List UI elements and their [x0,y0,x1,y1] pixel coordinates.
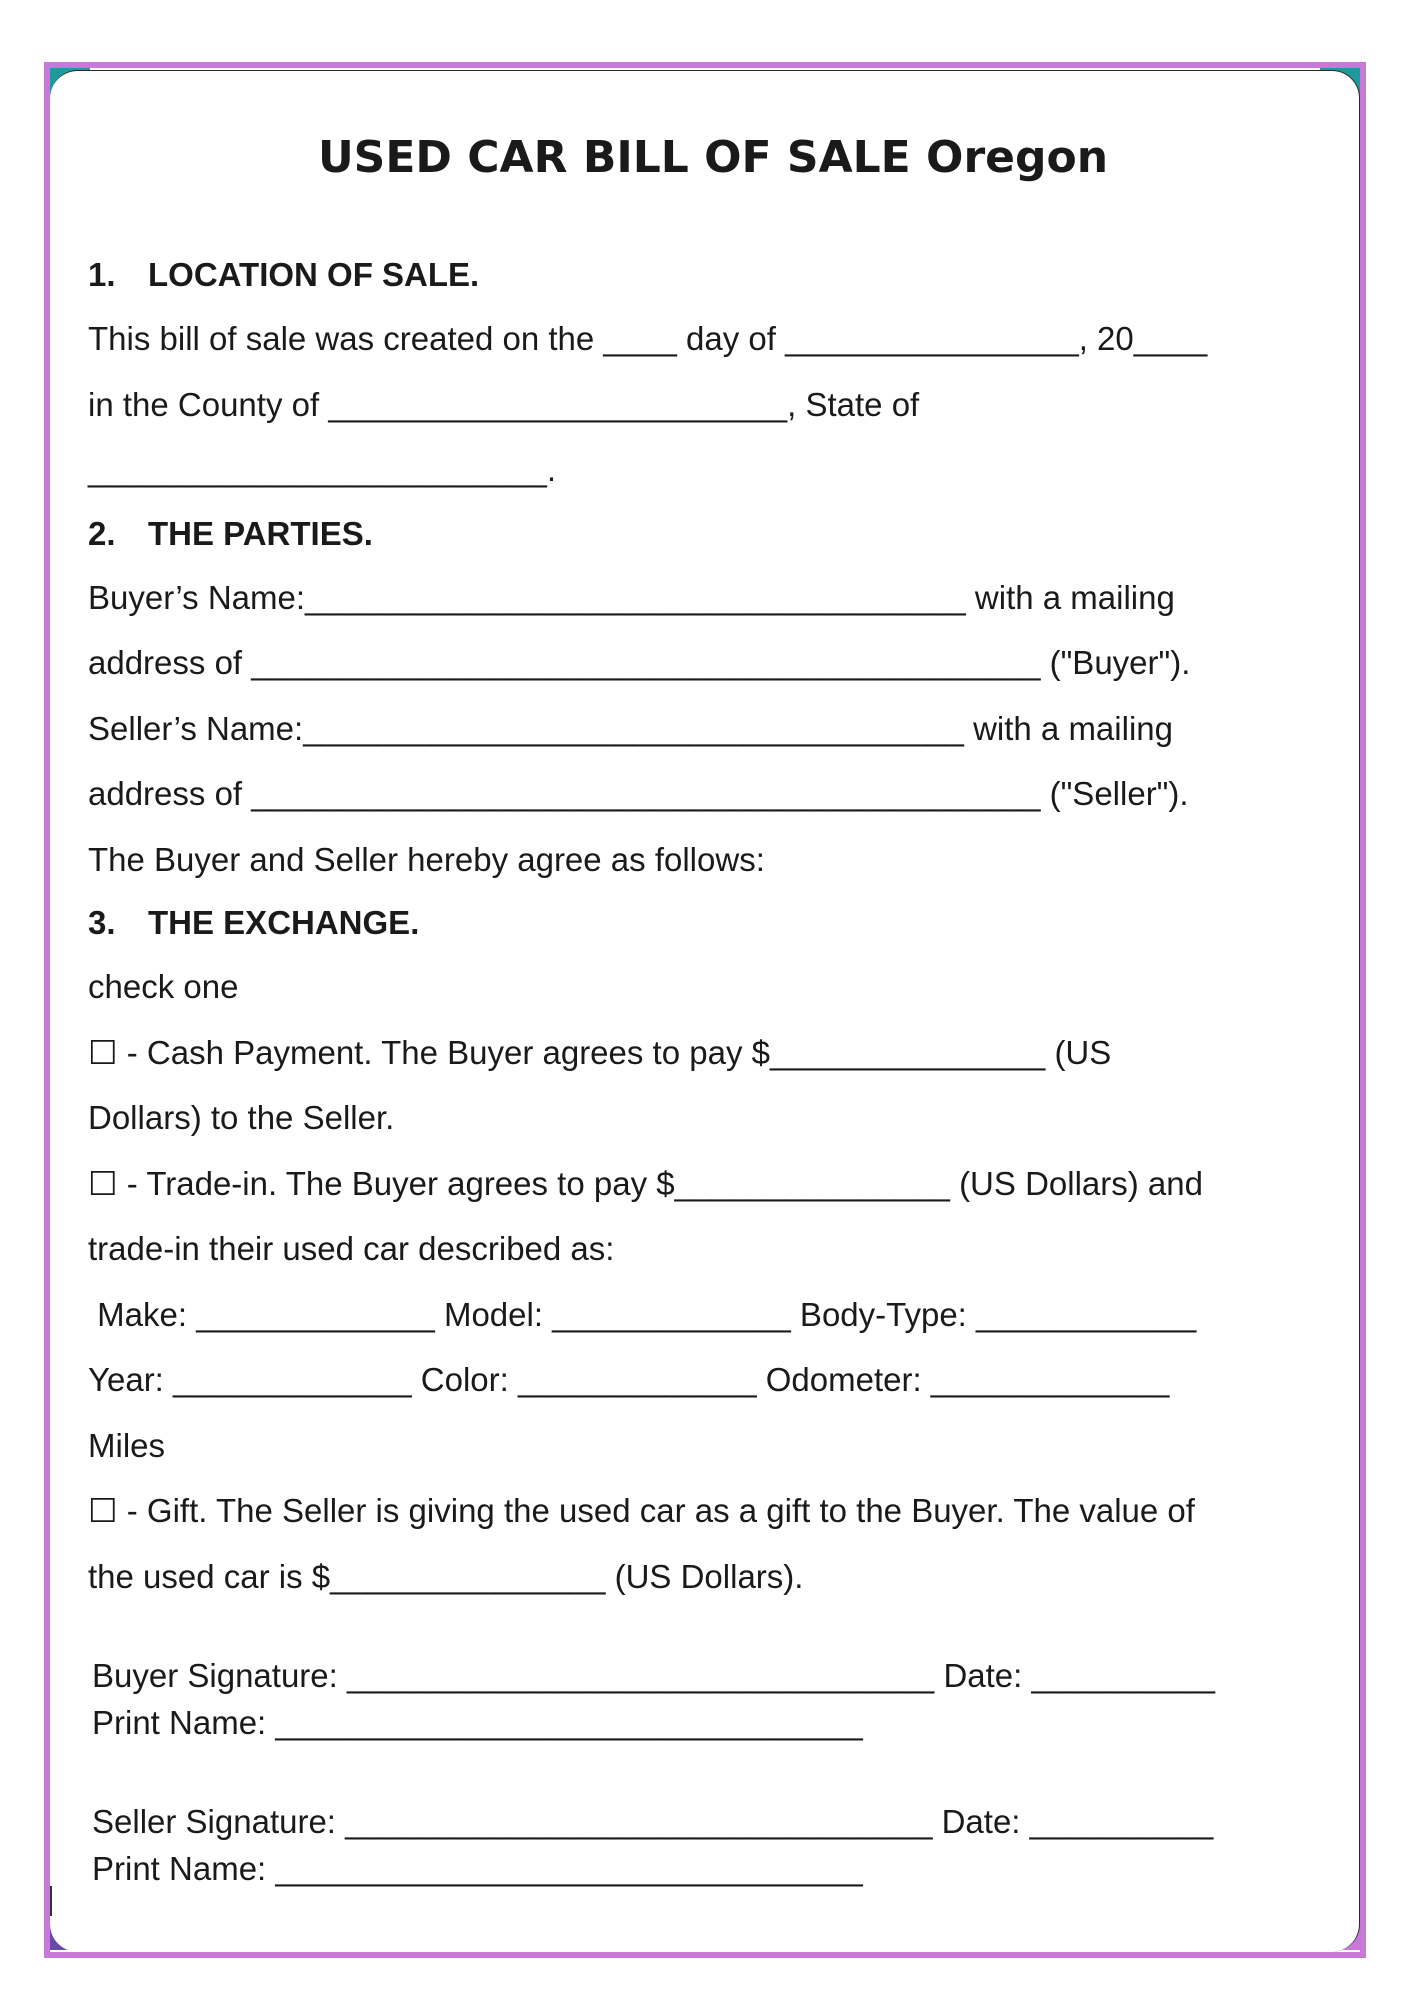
section-the-parties [88,503,1328,893]
heading-text: THE EXCHANGE. [148,904,420,941]
seller-address-line: address of ___________________________________________ ("Seller"). [88,775,1189,812]
buyer-signature-block [92,1652,1332,1746]
buyer-print-name-line: Print Name: ________________________________ [92,1704,863,1741]
heading-number: 2. [88,514,116,552]
edge-mark [50,1886,52,1916]
heading-number: 3. [88,904,116,941]
section-heading [88,503,1328,565]
state-line: _________________________. [88,451,556,488]
document-title: USED CAR BILL OF SALE Oregon [317,132,1109,183]
check-one-label: check one [88,968,239,1005]
section-heading [88,244,1328,306]
section-heading [88,892,1328,954]
trade-in-continued: trade-in their used car described as: [88,1230,615,1267]
gift-option[interactable]: ☐ - Gift. The Seller is giving the used car as a gift to the Buyer. The value of [88,1492,1195,1529]
seller-print-name-line: Print Name: ________________________________ [92,1850,863,1887]
heading-text: THE PARTIES. [148,514,373,552]
seller-signature-line: Seller Signature: ________________________________ Date: __________ [92,1803,1214,1840]
gift-continued: the used car is $_______________ (US Dollars). [88,1557,804,1595]
buyer-name-line: Buyer’s Name:____________________________________ with a mailing [88,578,1175,616]
section-the-exchange [88,892,1328,1609]
county-line: in the County of _________________________, State of [88,385,920,423]
year-color-odometer-line: Year: _____________ Color: _____________ Odometer: _____________ [88,1361,1170,1398]
seller-signature-block [92,1798,1332,1892]
section-location-of-sale [88,244,1328,503]
buyer-signature-line: Buyer Signature: ________________________________ Date: __________ [92,1657,1216,1694]
document-body [88,118,1328,1609]
make-model-bodytype-line: Make: _____________ Model: _____________ Body-Type: ____________ [88,1295,1197,1333]
agreement-line: The Buyer and Seller hereby agree as follows: [88,840,765,878]
trade-in-option[interactable]: ☐ - Trade-in. The Buyer agrees to pay $_______________ (US Dollars) and [88,1164,1203,1202]
heading-number: 1. [88,256,116,293]
buyer-address-line: address of ___________________________________________ ("Buyer"). [88,644,1191,681]
miles-label: Miles [88,1426,166,1464]
cash-payment-option[interactable]: ☐ - Cash Payment. The Buyer agrees to pay $_______________ (US [88,1033,1112,1071]
seller-name-line: Seller’s Name:____________________________________ with a mailing [88,709,1173,747]
date-line: This bill of sale was created on the ____ day of ________________, 20____ [88,320,1208,357]
heading-text: LOCATION OF SALE. [148,256,480,293]
cash-payment-continued: Dollars) to the Seller. [88,1099,395,1136]
